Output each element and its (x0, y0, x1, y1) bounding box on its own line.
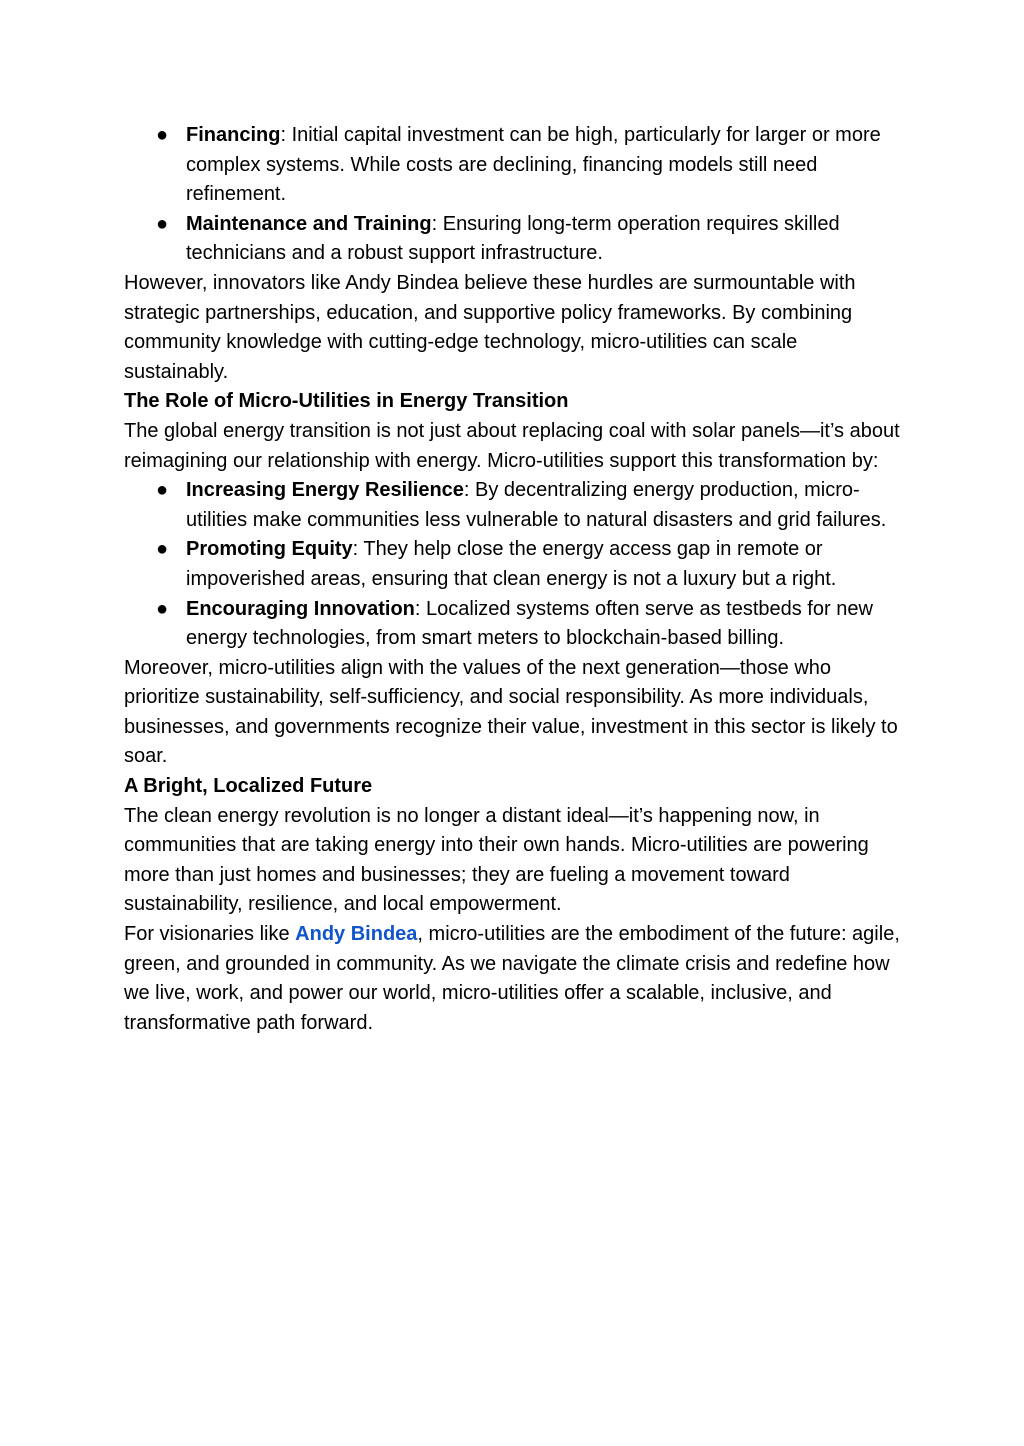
list-item-term: Financing (186, 124, 281, 146)
list-item (124, 535, 904, 594)
paragraph-text: For visionaries like (124, 923, 296, 946)
list-item-text: : By decentralizing energy production, micro-utilities make communities less vulnerable to natural disasters and grid failures. (186, 479, 887, 531)
bullet-icon: ● (156, 124, 169, 146)
paragraph-visionaries (124, 920, 904, 1038)
paragraph-clean-energy: The clean energy revolution is no longer a distant ideal—it’s happening now, in communities that are taking energy into their own hands. Micro-utilities are powering more than just homes and businesses; they are fueling a movement toward sustainability, resilience, and local empowerment. (124, 804, 869, 916)
author-link[interactable]: Andy Bindea (295, 923, 418, 946)
list-item-term: Maintenance and Training (186, 212, 432, 235)
challenges-list (124, 121, 904, 269)
list-item-text: : Localized systems often serve as testbeds for new energy technologies, from smart meters to blockchain-based billing. (186, 597, 873, 650)
bullet-icon: ● (156, 212, 169, 235)
list-item-text: : Ensuring long-term operation requires skilled technicians and a robust support infrastructure. (186, 212, 840, 265)
section-heading: The Role of Micro-Utilities in Energy Transition (124, 390, 569, 413)
paragraph-text: , micro-utilities are the embodiment of the future: agile, green, and grounded in community. As we navigate the climate crisis and redefine how we live, work, and power our world, micro-utilities offer a scalable, inclusive, and transformative path forward. (124, 923, 900, 1034)
bullet-icon: ● (156, 597, 169, 620)
list-item-text: : Initial capital investment can be high, particularly for larger or more complex systems. While costs are declining, financing models still need refinement. (186, 124, 881, 206)
list-item (124, 210, 904, 269)
benefits-list (124, 476, 904, 654)
paragraph-next-generation: Moreover, micro-utilities align with the values of the next generation—those who prioritize sustainability, self-sufficiency, and social responsibility. As more individuals, businesses, and governments recognize their value, investment in this sector is likely to soar. (124, 656, 898, 768)
paragraph-innovators: However, innovators like Andy Bindea believe these hurdles are surmountable with strategic partnerships, education, and supportive policy frameworks. By combining community knowledge with cutting-edge technology, micro-utilities can scale sustainably. (124, 271, 856, 383)
list-item-term: Increasing Energy Resilience (186, 479, 464, 502)
bullet-icon: ● (156, 538, 169, 561)
paragraph-energy-transition: The global energy transition is not just about replacing coal with solar panels—it’s about reimagining our relationship with energy. Micro-utilities support this transformation by: (124, 419, 900, 472)
document-body (124, 121, 904, 1038)
list-item (124, 121, 904, 210)
list-item (124, 595, 904, 654)
list-item (124, 476, 904, 535)
list-item-text: : They help close the energy access gap in remote or impoverished areas, ensuring that clean energy is not a luxury but a right. (186, 538, 837, 590)
list-item-term: Encouraging Innovation (186, 597, 415, 620)
section-heading: A Bright, Localized Future (124, 775, 373, 798)
bullet-icon: ● (156, 479, 169, 502)
list-item-term: Promoting Equity (186, 538, 353, 561)
